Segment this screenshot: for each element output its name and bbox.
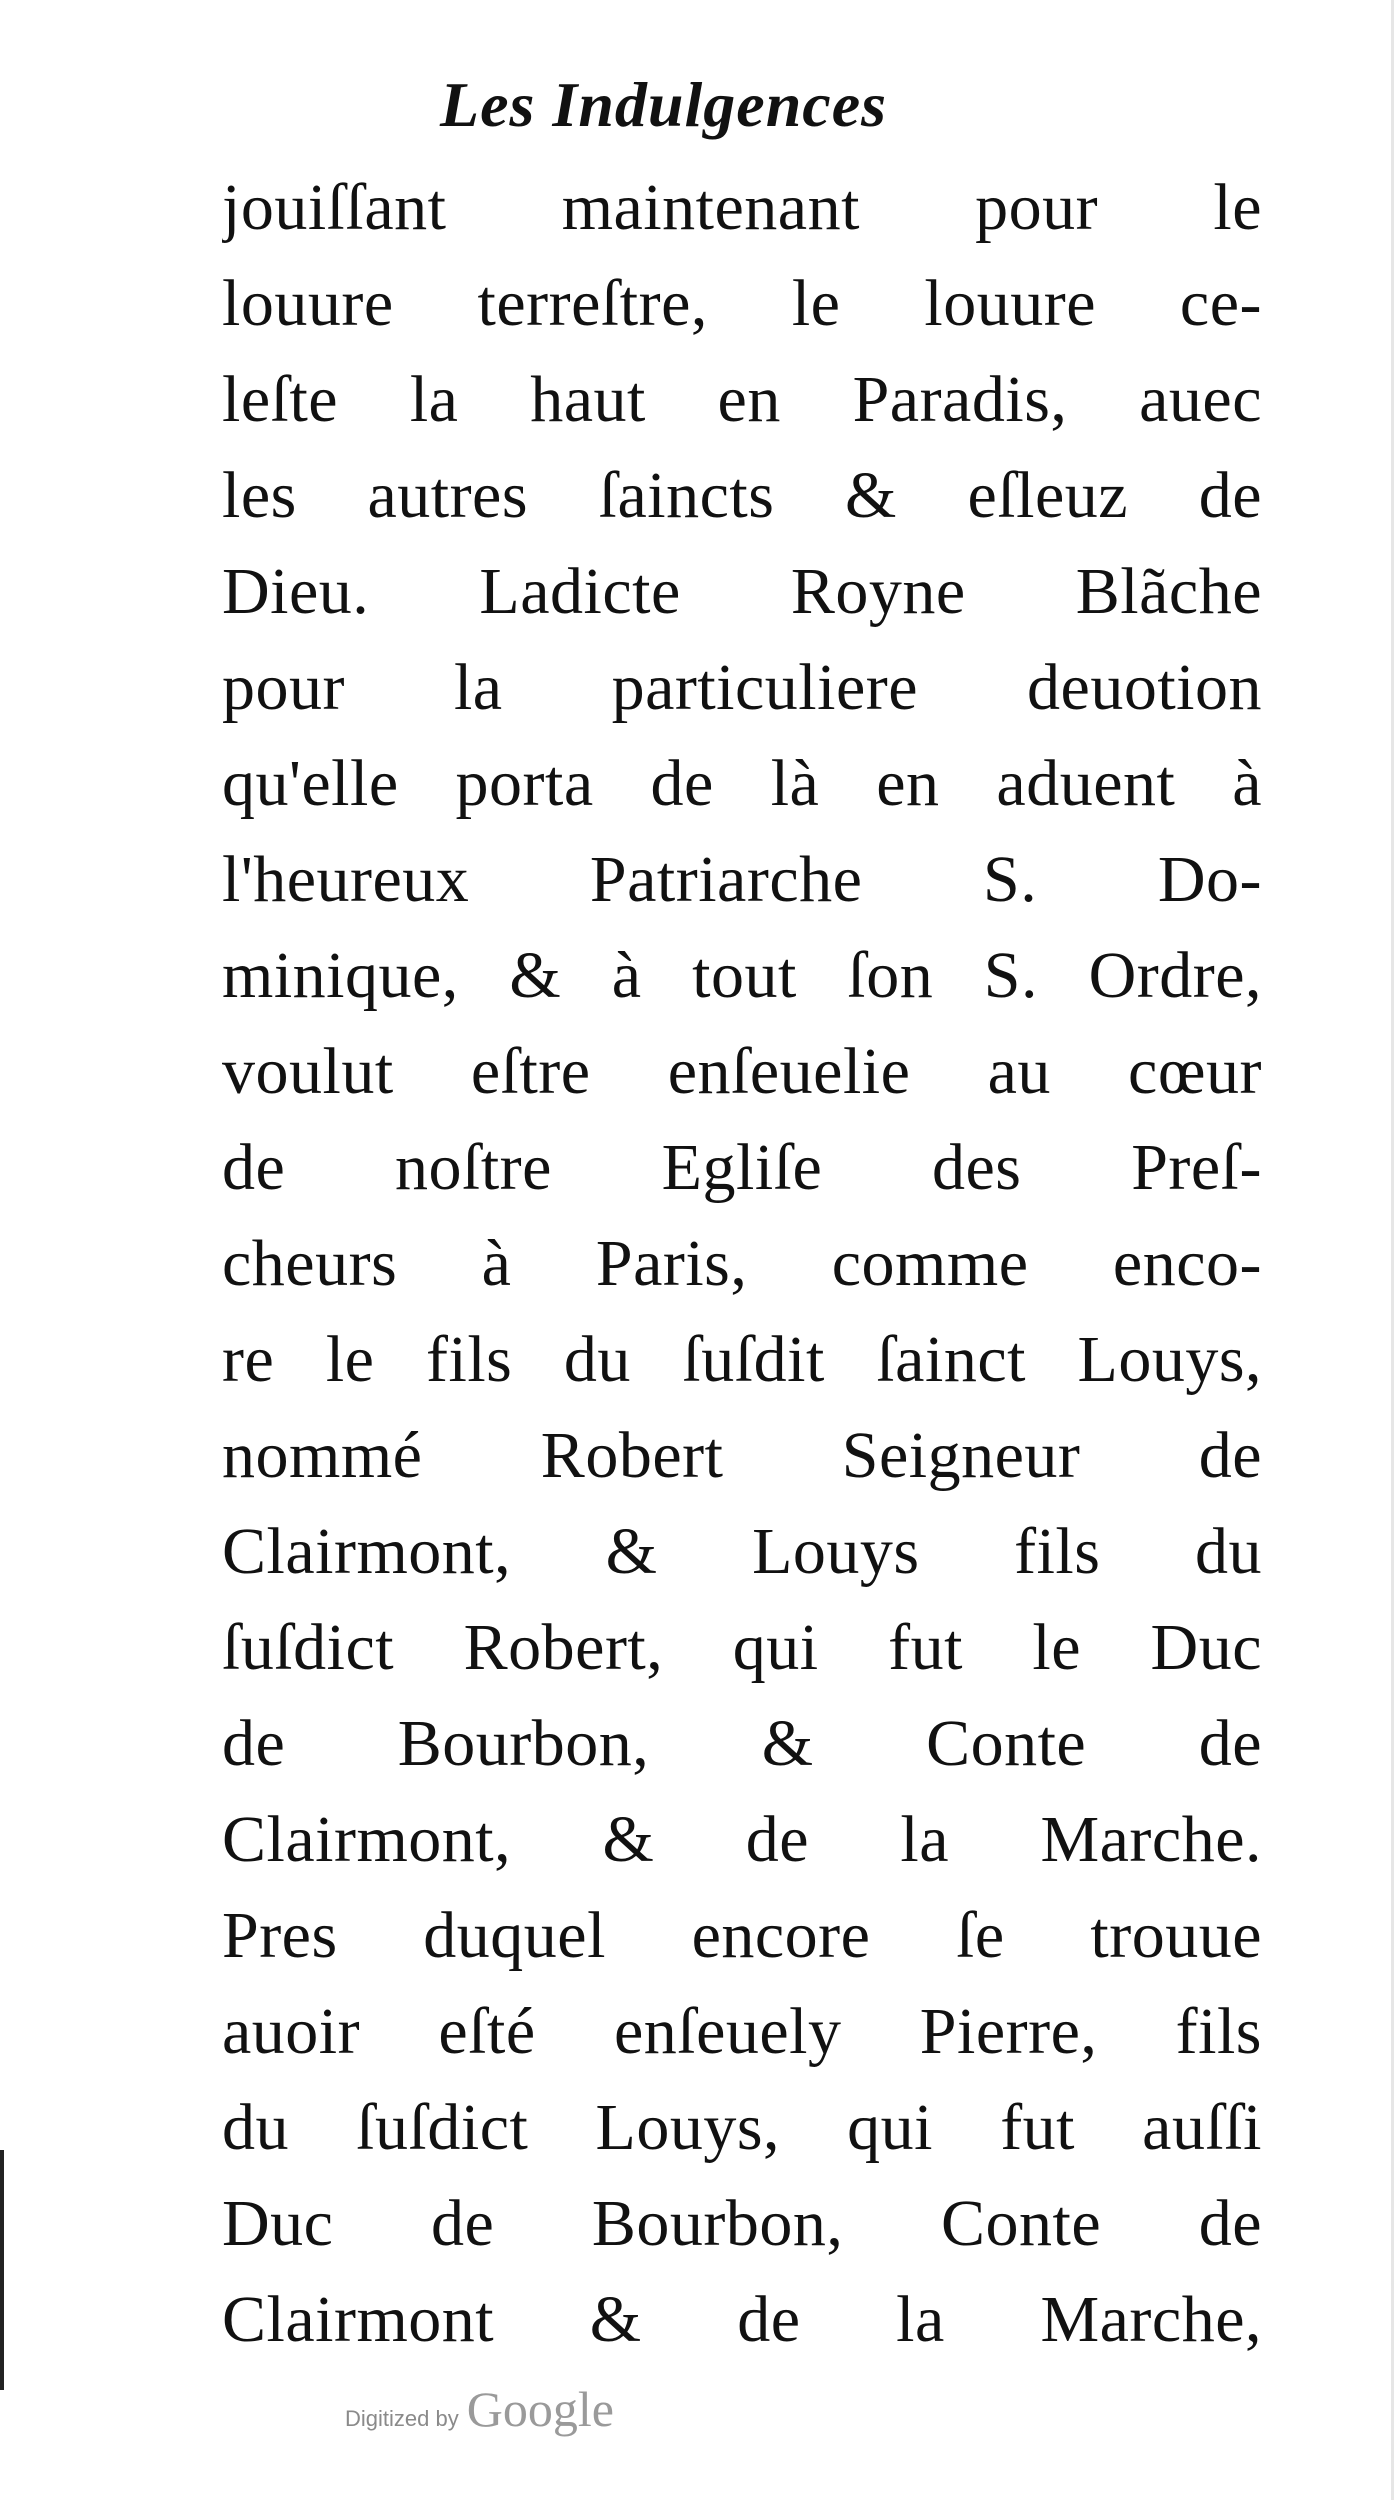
text-line: qu'elle porta de là en aduent à (222, 747, 1262, 820)
google-logo: Google (466, 2381, 614, 2437)
text-line: de Bourbon, & Conte de (222, 1707, 1262, 1780)
text-line: leſte la haut en Paradis, auec (222, 363, 1262, 436)
text-line: Pres duquel encore ſe trouue (222, 1899, 1262, 1972)
text-line: minique, & à tout ſon S. Ordre, (222, 939, 1262, 1012)
text-line: les autres ſaincts & eſleuz de (222, 459, 1262, 532)
text-line: Duc de Bourbon, Conte de (222, 2187, 1262, 2260)
page-edge-shadow (0, 2150, 4, 2390)
text-line: Clairmont, & Louys fils du (222, 1515, 1262, 1588)
text-line: ſuſdict Robert, qui fut le Duc (222, 1611, 1262, 1684)
text-line: re le fils du ſuſdit ſainct Louys, (222, 1323, 1262, 1396)
text-line: voulut eſtre enſeuelie au cœur (222, 1035, 1262, 1108)
digitized-watermark (345, 2380, 614, 2440)
text-line: de noſtre Egliſe des Preſ- (222, 1131, 1262, 1204)
text-line: nommé Robert Seigneur de (222, 1419, 1262, 1492)
running-title: Les Indulgences (440, 69, 887, 140)
body-text (222, 160, 1262, 2368)
text-line: jouiſſant maintenant pour le (222, 171, 1262, 244)
text-line: pour la particuliere deuotion (222, 651, 1262, 724)
text-line: Dieu. Ladicte Royne Blãche (222, 555, 1262, 628)
text-line: Clairmont & de la Marche, (222, 2283, 1262, 2356)
text-line: Clairmont, & de la Marche. (222, 1803, 1262, 1876)
text-line: du ſuſdict Louys, qui fut auſſi (222, 2091, 1262, 2164)
digitized-label: Digitized by (345, 2406, 459, 2431)
text-line: l'heureux Patriarche S. Do- (222, 843, 1262, 916)
text-line: cheurs à Paris, comme enco- (222, 1227, 1262, 1300)
text-line: auoir eſté enſeuely Pierre, fils (222, 1995, 1262, 2068)
text-line: louure terreſtre, le louure ce- (222, 267, 1262, 340)
